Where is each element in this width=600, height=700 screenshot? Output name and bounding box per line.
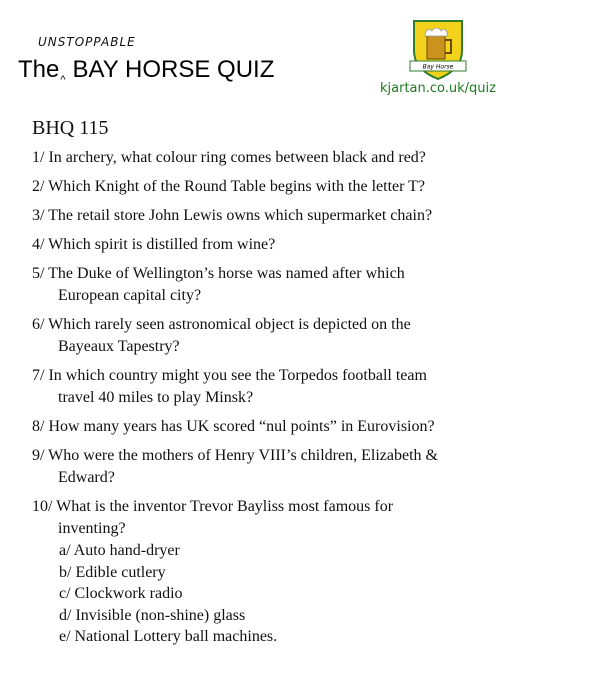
question-5-continuation: European capital city? (58, 287, 202, 304)
question-6-text: 6/ Which rarely seen astronomical object is depicted on the (32, 316, 411, 333)
option-c: c/ Clockwork radio (59, 585, 183, 602)
question-6-continuation: Bayeaux Tapestry? (58, 338, 180, 355)
title-the: The (18, 56, 60, 83)
site-url: kjartan.co.uk/quiz (380, 81, 496, 96)
quiz-brand-title (18, 56, 274, 84)
bay-horse-shield-logo-icon (408, 17, 468, 83)
quiz-number: BHQ 115 (32, 117, 109, 139)
question-10-options (32, 540, 592, 648)
question-list (32, 147, 592, 655)
question-10-text: 10/ What is the inventor Trevor Bayliss most famous for (32, 498, 394, 515)
question-6 (32, 314, 592, 358)
option-a: a/ Auto hand-dryer (59, 542, 180, 559)
question-1 (32, 147, 592, 169)
question-4-text: 4/ Which spirit is distilled from wine? (32, 236, 276, 253)
option-b: b/ Edible cutlery (59, 563, 166, 581)
question-1-text: 1/ In archery, what colour ring comes between black and red? (32, 149, 426, 166)
question-5 (32, 263, 592, 307)
question-5-text: 5/ The Duke of Wellington’s horse was named after which (32, 265, 405, 282)
question-4 (32, 234, 592, 256)
question-7 (32, 365, 592, 409)
header-adjective: UNSTOPPABLE (38, 35, 136, 49)
question-7-text: 7/ In which country might you see the Torpedos football team (32, 367, 427, 384)
question-9 (32, 445, 592, 489)
logo-banner-text: Bay Horse (422, 63, 454, 71)
insert-caret: ^ (60, 74, 66, 86)
question-2-text: 2/ Which Knight of the Round Table begins with the letter T? (32, 178, 426, 195)
option-e: e/ National Lottery ball machines. (59, 628, 278, 645)
question-9-text: 9/ Who were the mothers of Henry VIII’s children, Elizabeth & (32, 447, 438, 464)
question-7-continuation: travel 40 miles to play Minsk? (58, 389, 254, 406)
option-d: d/ Invisible (non-shine) glass (59, 606, 246, 624)
beer-glass (427, 35, 445, 59)
question-8-text: 8/ How many years has UK scored “nul points” in Eurovision? (32, 418, 435, 435)
question-10 (32, 496, 592, 648)
question-2 (32, 176, 592, 198)
question-3 (32, 205, 592, 227)
question-10-continuation: inventing? (58, 520, 126, 537)
question-9-continuation: Edward? (58, 469, 115, 486)
beer-foam (425, 28, 447, 36)
title-name: BAY HORSE QUIZ (72, 56, 275, 83)
question-8 (32, 416, 592, 438)
question-3-text: 3/ The retail store John Lewis owns which supermarket chain? (32, 207, 433, 224)
